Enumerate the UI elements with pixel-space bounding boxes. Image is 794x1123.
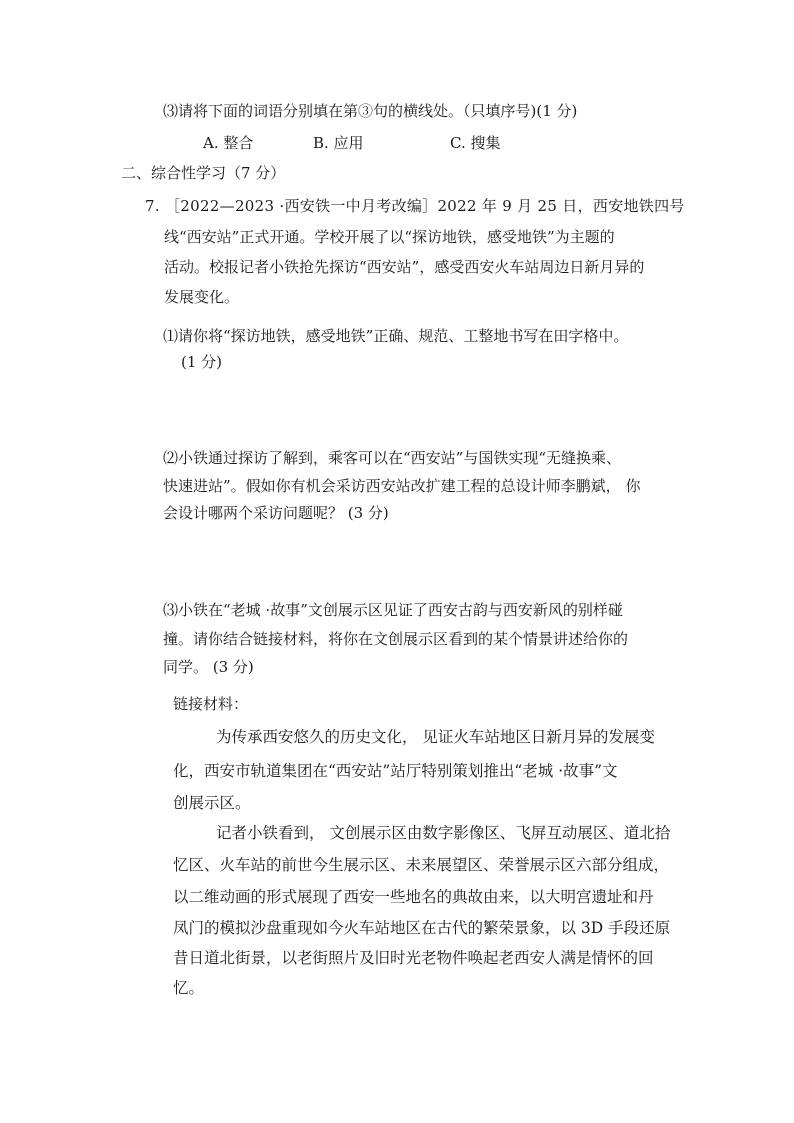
material-label: 链接材料： xyxy=(173,695,249,713)
q7-sub1-line: ⑴请你将“探访地铁，感受地铁”正确、规范、工整地书写在田字格中。 xyxy=(163,327,629,345)
option-b: B. 应用 xyxy=(313,134,364,152)
section-heading: 二、综合性学习（7 分） xyxy=(121,164,286,182)
q7-sub1-score: (1 分) xyxy=(181,353,223,371)
material-p1-line: 化，西安市轨道集团在“西安站”站厅特别策划推出“老城 ·故事”文 xyxy=(173,762,618,780)
question-3-prompt: ⑶请将下面的词语分别填在第③句的横线处。（只填序号)(1 分) xyxy=(163,102,578,120)
q7-sub2-line: ⑵小铁通过探访了解到，乘客可以在“西安站”与国铁实现“无缝换乘、 xyxy=(163,449,622,467)
q7-sub3-line: ⑶小铁在“老城 ·故事”文创展示区见证了西安古韵与西安新风的别样碰 xyxy=(163,601,623,619)
q7-sub3-line: 同学。 (3 分) xyxy=(163,658,254,676)
q7-sub2-line: 快速进站”。假如你有机会采访西安站改扩建工程的总设计师李鹏斌， 你 xyxy=(163,477,641,495)
q7-sub3-line: 撞。请你结合链接材料，将你在文创展示区看到的某个情景讲述给你的 xyxy=(163,630,629,648)
option-c: C. 搜集 xyxy=(450,134,501,152)
q7-intro-line: 活动。校报记者小铁抢先探访“西安站”，感受西安火车站周边日新月异的 xyxy=(164,258,645,276)
material-p2-line: 昔日道北街景，以老街照片及旧时光老物件唤起老西安人满是情怀的回 xyxy=(173,949,654,967)
option-a: A. 整合 xyxy=(203,134,254,152)
material-p2-line: 忆。 xyxy=(173,979,205,997)
material-p1-line: 为传承西安悠久的历史文化， 见证火车站地区日新月异的发展变 xyxy=(216,728,655,746)
q7-intro-line: 发展变化。 xyxy=(164,288,240,306)
q7-intro-line: 7. ［2022—2023 ·西安铁一中月考改编］2022 年 9 月 25 日，西安地铁四号 xyxy=(145,197,685,215)
q7-intro-line: 线“西安站”正式开通。学校开展了以“探访地铁，感受地铁”为主题的 xyxy=(164,228,615,246)
material-p2-line: 凤门的模拟沙盘重现如今火车站地区在古代的繁荣景象，以 3D 手段还原 xyxy=(173,919,671,937)
q7-sub2-line: 会设计哪两个采访问题呢？ (3 分) xyxy=(163,504,389,522)
material-p2-line: 记者小铁看到， 文创展示区由数字影像区、飞屏互动展区、道北拾 xyxy=(216,824,671,842)
material-p2-line: 以二维动画的形式展现了西安一些地名的典故由来，以大明宫遗址和丹 xyxy=(173,888,654,906)
material-p2-line: 忆区、火车站的前世今生展示区、未来展望区、荣誉展示区六部分组成， xyxy=(173,856,670,874)
material-p1-line: 创展示区。 xyxy=(173,794,251,812)
